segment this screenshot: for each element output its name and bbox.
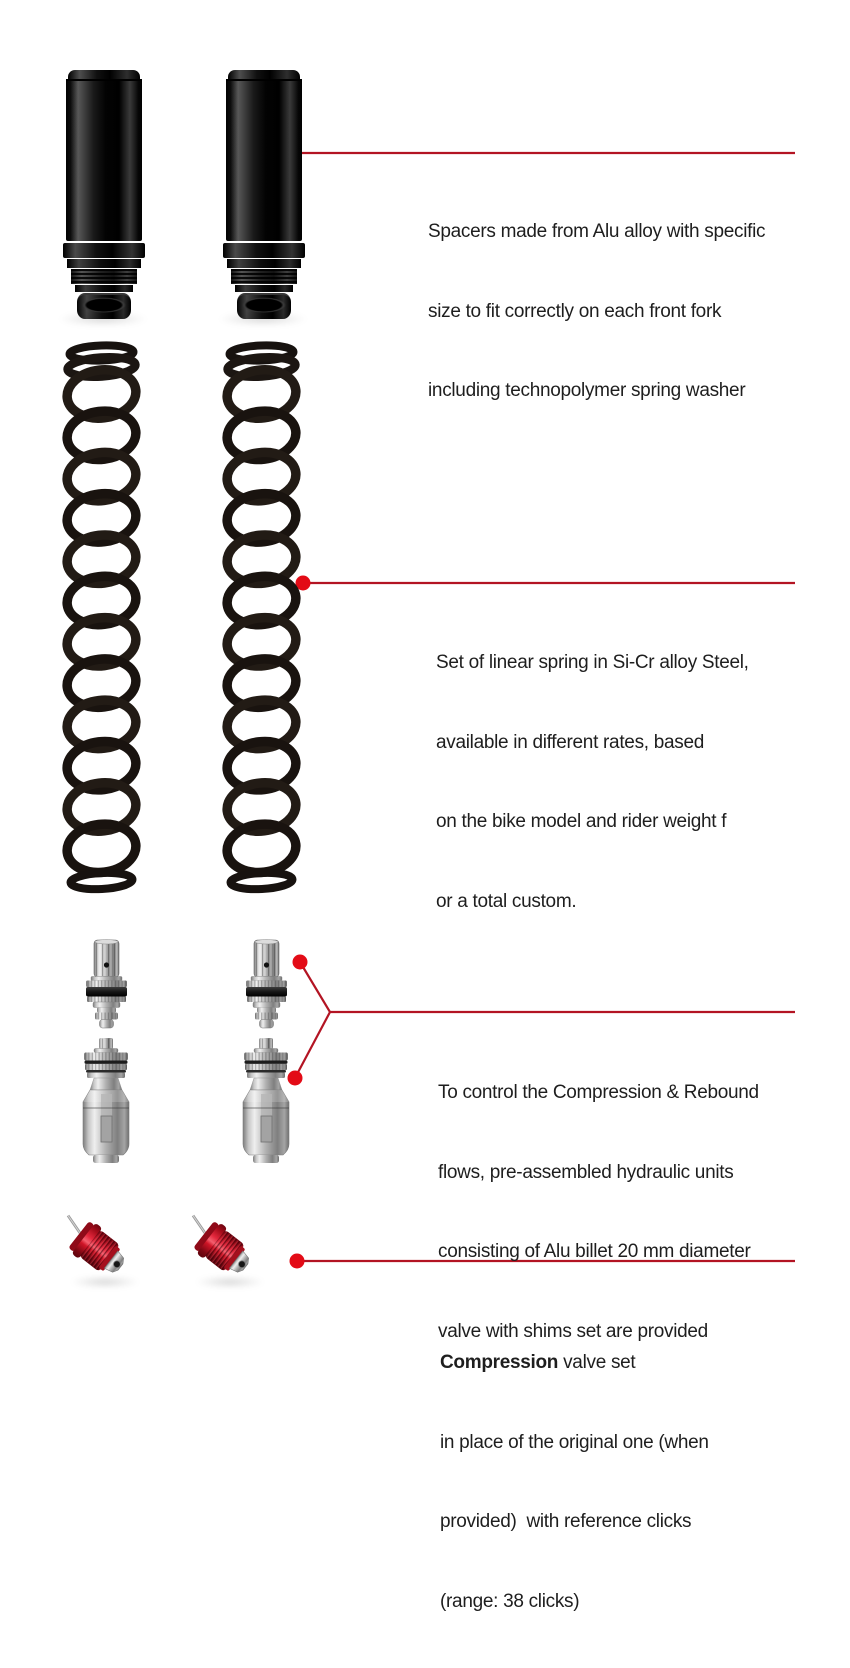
rebound-hydraulic-unit-right bbox=[243, 938, 289, 1032]
text-line: on the bike model and rider weight f bbox=[436, 811, 727, 832]
spacer-neck bbox=[75, 285, 133, 292]
text-bold-lead: Compression bbox=[440, 1352, 559, 1373]
text-line: Set of linear spring in Si-Cr alloy Steel, bbox=[436, 652, 749, 673]
text-line: size to fit correctly on each front fork bbox=[428, 300, 722, 322]
spacer-grooved-rings bbox=[231, 269, 297, 284]
spacer-shadow bbox=[218, 312, 308, 326]
compression-hydraulic-unit-right bbox=[237, 1038, 295, 1164]
rebound-hydraulic-unit-left bbox=[83, 938, 129, 1032]
spacer-step bbox=[67, 259, 141, 268]
text-line: (range: 38 clicks) bbox=[440, 1590, 580, 1612]
fork-spring-left bbox=[62, 338, 141, 894]
text-line: or a total custom. bbox=[436, 890, 577, 912]
valve-shadow bbox=[195, 1276, 265, 1288]
compression-adjuster-valve-left bbox=[64, 1209, 130, 1285]
spacer-grooved-rings bbox=[71, 269, 137, 284]
compression-adjuster-valve-right bbox=[189, 1209, 255, 1285]
compression-hydraulic-unit-left bbox=[77, 1038, 135, 1164]
text-line: consisting of Alu billet 20 mm diameter bbox=[438, 1241, 751, 1262]
text-line: in place of the original one (when bbox=[440, 1431, 709, 1453]
spacer-body bbox=[226, 79, 302, 241]
callout-text-spacers bbox=[428, 166, 765, 458]
callout-text-compression-valves bbox=[440, 1297, 709, 1668]
text-line: provided) with reference clicks bbox=[440, 1511, 692, 1532]
fork-spacer-left bbox=[62, 70, 146, 319]
spacer-neck bbox=[235, 285, 293, 292]
text-line: flows, pre-assembled hydraulic units bbox=[438, 1161, 734, 1183]
spacer-top-rim bbox=[68, 70, 140, 79]
spacer-top-rim bbox=[228, 70, 300, 79]
spacer-step bbox=[227, 259, 301, 268]
fork-spring-right bbox=[222, 338, 301, 894]
spacer-collar bbox=[63, 243, 145, 258]
callout-text-springs bbox=[436, 597, 749, 968]
text-lead-rest: valve set bbox=[558, 1352, 636, 1373]
spacer-shadow bbox=[58, 312, 148, 326]
spacer-body bbox=[66, 79, 142, 241]
text-line: including technopolymer spring washer bbox=[428, 380, 746, 401]
spacer-collar bbox=[223, 243, 305, 258]
valve-shadow bbox=[70, 1276, 140, 1288]
callout-dot-compression-valves bbox=[290, 1254, 305, 1269]
text-line: available in different rates, based bbox=[436, 731, 704, 753]
callout-dot-rebound-unit bbox=[293, 955, 308, 970]
text-line: valve with shims set are provided bbox=[438, 1320, 708, 1342]
text-line: To control the Compression & Rebound bbox=[438, 1082, 759, 1103]
text-line: Spacers made from Alu alloy with specific bbox=[428, 221, 766, 242]
fork-spacer-right bbox=[222, 70, 306, 319]
text-line bbox=[440, 1350, 709, 1377]
